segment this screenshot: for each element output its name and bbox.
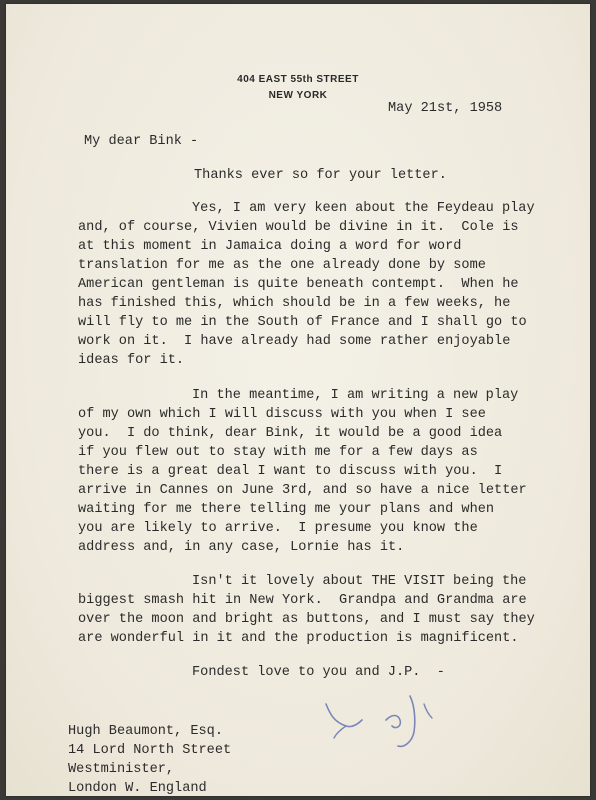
paragraph-line: In the meantime, I am writing a new play	[192, 388, 519, 403]
paragraph-line: Isn't it lovely about THE VISIT being the	[192, 574, 527, 589]
paragraph-line: work on it. I have already had some rather enjoyable	[78, 334, 511, 349]
letterhead-street: 404 EAST 55th STREET	[237, 74, 359, 85]
paragraph-line: you are likely to arrive. I presume you know the	[78, 521, 478, 536]
recipient-city: London W. England	[68, 781, 207, 796]
paragraph-line: has finished this, which should be in a few weeks, he	[78, 296, 511, 311]
paragraph-line: you. I do think, dear Bink, it would be a good idea	[78, 426, 503, 441]
paragraph-line: there is a great deal I want to discuss with you. I	[78, 464, 503, 479]
handwritten-signature	[306, 684, 446, 754]
closing-line: Fondest love to you and J.P. -	[192, 665, 445, 680]
letterhead-city: NEW YORK	[268, 90, 328, 101]
paragraph-line: Thanks ever so for your letter.	[194, 168, 447, 183]
paragraph-line: address and, in any case, Lornie has it.	[78, 540, 405, 555]
paragraph-line: if you flew out to stay with me for a few days as	[78, 445, 478, 460]
paragraph-line: arrive in Cannes on June 3rd, and so have a nice letter	[78, 483, 527, 498]
letter-page	[6, 4, 590, 796]
letter-date: May 21st, 1958	[388, 101, 503, 116]
paragraph-line: ideas for it.	[78, 353, 185, 368]
paragraph-line: translation for me as the one already done by some	[78, 258, 486, 273]
paragraph-line: waiting for me there telling me your plans and when	[78, 502, 495, 517]
paragraph-line: at this moment in Jamaica doing a word for word	[78, 239, 462, 254]
paragraph-line: will fly to me in the South of France and I shall go to	[78, 315, 527, 330]
recipient-district: Westminister,	[68, 762, 175, 777]
paragraph-line: are wonderful in it and the production is magnificent.	[78, 631, 519, 646]
salutation: My dear Bink -	[84, 134, 199, 149]
recipient-name: Hugh Beaumont, Esq.	[68, 724, 223, 739]
paragraph-line: over the moon and bright as buttons, and I must say they	[78, 612, 535, 627]
paragraph-line: Yes, I am very keen about the Feydeau play	[192, 201, 535, 216]
paragraph-line: of my own which I will discuss with you when I see	[78, 407, 486, 422]
paragraph-line: biggest smash hit in New York. Grandpa and Grandma are	[78, 593, 527, 608]
recipient-street: 14 Lord North Street	[68, 743, 232, 758]
paragraph-line: American gentleman is quite beneath contempt. When he	[78, 277, 519, 292]
paragraph-line: and, of course, Vivien would be divine in it. Cole is	[78, 220, 519, 235]
